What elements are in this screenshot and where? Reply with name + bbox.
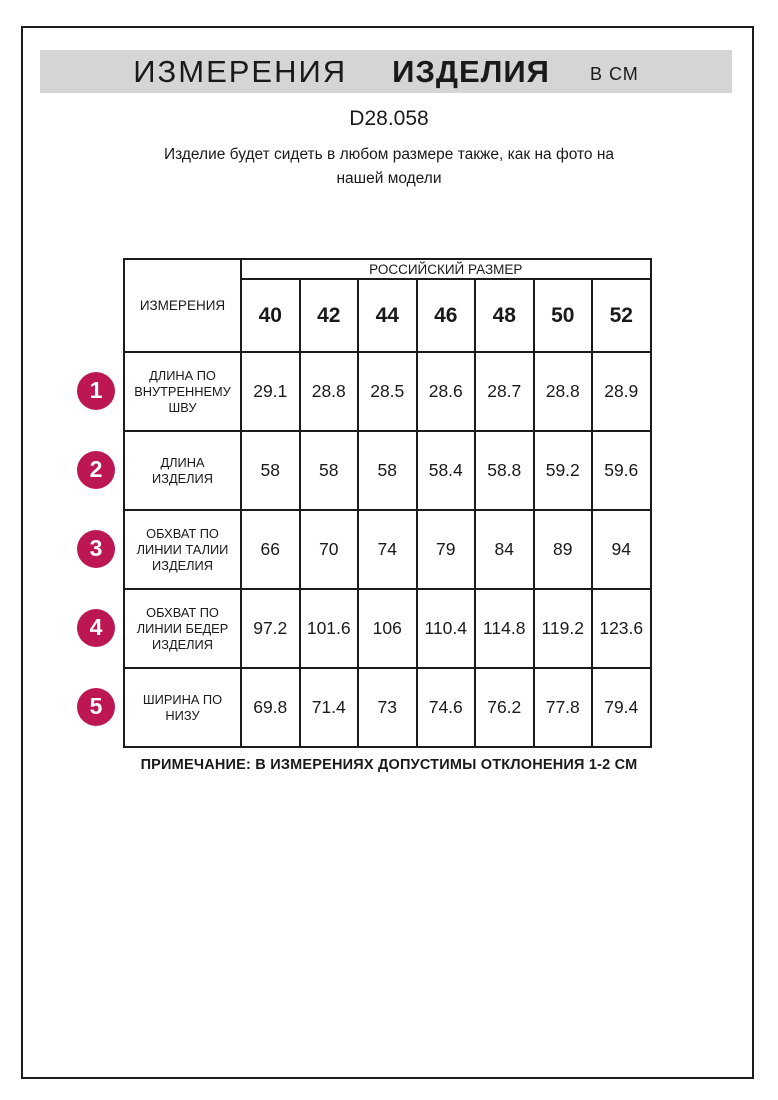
measurement-value-cell: 123.6	[592, 589, 651, 668]
row-number-badge: 2	[77, 451, 115, 489]
measurement-value-cell: 74	[358, 510, 417, 589]
measurement-value-cell: 119.2	[534, 589, 593, 668]
title-measurements: ИЗМЕРЕНИЯ	[133, 53, 348, 89]
measurement-value-cell: 58	[241, 431, 300, 510]
measurement-value-cell: 79	[417, 510, 476, 589]
measurement-value-cell: 73	[358, 668, 417, 747]
measurement-value-cell: 101.6	[300, 589, 359, 668]
table-row	[124, 589, 651, 668]
measurement-value-cell: 28.6	[417, 352, 476, 431]
product-code: D28.058	[349, 107, 429, 130]
measurement-value-cell: 84	[475, 510, 534, 589]
measurement-value-cell: 28.8	[300, 352, 359, 431]
size-header-cell: 48	[475, 279, 534, 352]
note-text: ПРИМЕЧАНИЕ: В ИЗМЕРЕНИЯХ ДОПУСТИМЫ ОТКЛОНЕНИЯ 1-2 СМ	[140, 757, 638, 773]
measurement-label: ОБХВАТ ПО ЛИНИИ БЕДЕР ИЗДЕЛИЯ	[124, 589, 241, 668]
title-bar	[40, 50, 732, 93]
measurement-value-cell: 70	[300, 510, 359, 589]
row-number-badge: 5	[77, 688, 115, 726]
title-units: В СМ	[589, 64, 639, 84]
measurement-value-cell: 106	[358, 589, 417, 668]
measurement-value-cell: 110.4	[417, 589, 476, 668]
measurement-label: ДЛИНА ИЗДЕЛИЯ	[124, 431, 241, 510]
measurement-value-cell: 29.1	[241, 352, 300, 431]
table-row	[124, 668, 651, 747]
measurement-value-cell: 58	[358, 431, 417, 510]
measurement-value-cell: 59.6	[592, 431, 651, 510]
measurement-value-cell: 89	[534, 510, 593, 589]
measurement-value-cell: 76.2	[475, 668, 534, 747]
row-number-badge: 4	[77, 609, 115, 647]
size-header-cell: 52	[592, 279, 651, 352]
measurement-value-cell: 28.7	[475, 352, 534, 431]
measurement-value-cell: 59.2	[534, 431, 593, 510]
measurement-value-cell: 66	[241, 510, 300, 589]
measurement-value-cell: 28.9	[592, 352, 651, 431]
size-header-cell: 50	[534, 279, 593, 352]
russian-size-header: РОССИЙСКИЙ РАЗМЕР	[241, 259, 651, 279]
measurement-value-cell: 74.6	[417, 668, 476, 747]
measurement-value-cell: 97.2	[241, 589, 300, 668]
size-header-cell: 44	[358, 279, 417, 352]
measurement-value-cell: 79.4	[592, 668, 651, 747]
subtitle-line1: Изделие будет сидеть в любом размере также, как на фото на	[163, 146, 615, 163]
size-header-cell: 42	[300, 279, 359, 352]
row-number-badge: 1	[77, 372, 115, 410]
measurements-column-header: ИЗМЕРЕНИЯ	[124, 259, 241, 352]
measurement-value-cell: 58.4	[417, 431, 476, 510]
measurement-label: ШИРИНА ПО НИЗУ	[124, 668, 241, 747]
title-product: ИЗДЕЛИЯ	[392, 53, 550, 89]
measurement-value-cell: 28.8	[534, 352, 593, 431]
size-header-cell: 40	[241, 279, 300, 352]
table-row	[124, 510, 651, 589]
measurement-value-cell: 114.8	[475, 589, 534, 668]
table-row	[124, 431, 651, 510]
size-header-cell: 46	[417, 279, 476, 352]
subtitle	[0, 143, 778, 191]
measurement-value-cell: 28.5	[358, 352, 417, 431]
size-table	[123, 258, 652, 748]
row-number-badge: 3	[77, 530, 115, 568]
table-row	[124, 352, 651, 431]
measurement-value-cell: 71.4	[300, 668, 359, 747]
measurement-value-cell: 58	[300, 431, 359, 510]
group-header-row	[124, 259, 651, 279]
measurement-label: ОБХВАТ ПО ЛИНИИ ТАЛИИ ИЗДЕЛИЯ	[124, 510, 241, 589]
measurement-value-cell: 94	[592, 510, 651, 589]
measurement-value-cell: 58.8	[475, 431, 534, 510]
measurement-label: ДЛИНА ПО ВНУТРЕННЕМУ ШВУ	[124, 352, 241, 431]
measurement-value-cell: 69.8	[241, 668, 300, 747]
measurement-value-cell: 77.8	[534, 668, 593, 747]
subtitle-line2: нашей модели	[336, 170, 442, 187]
